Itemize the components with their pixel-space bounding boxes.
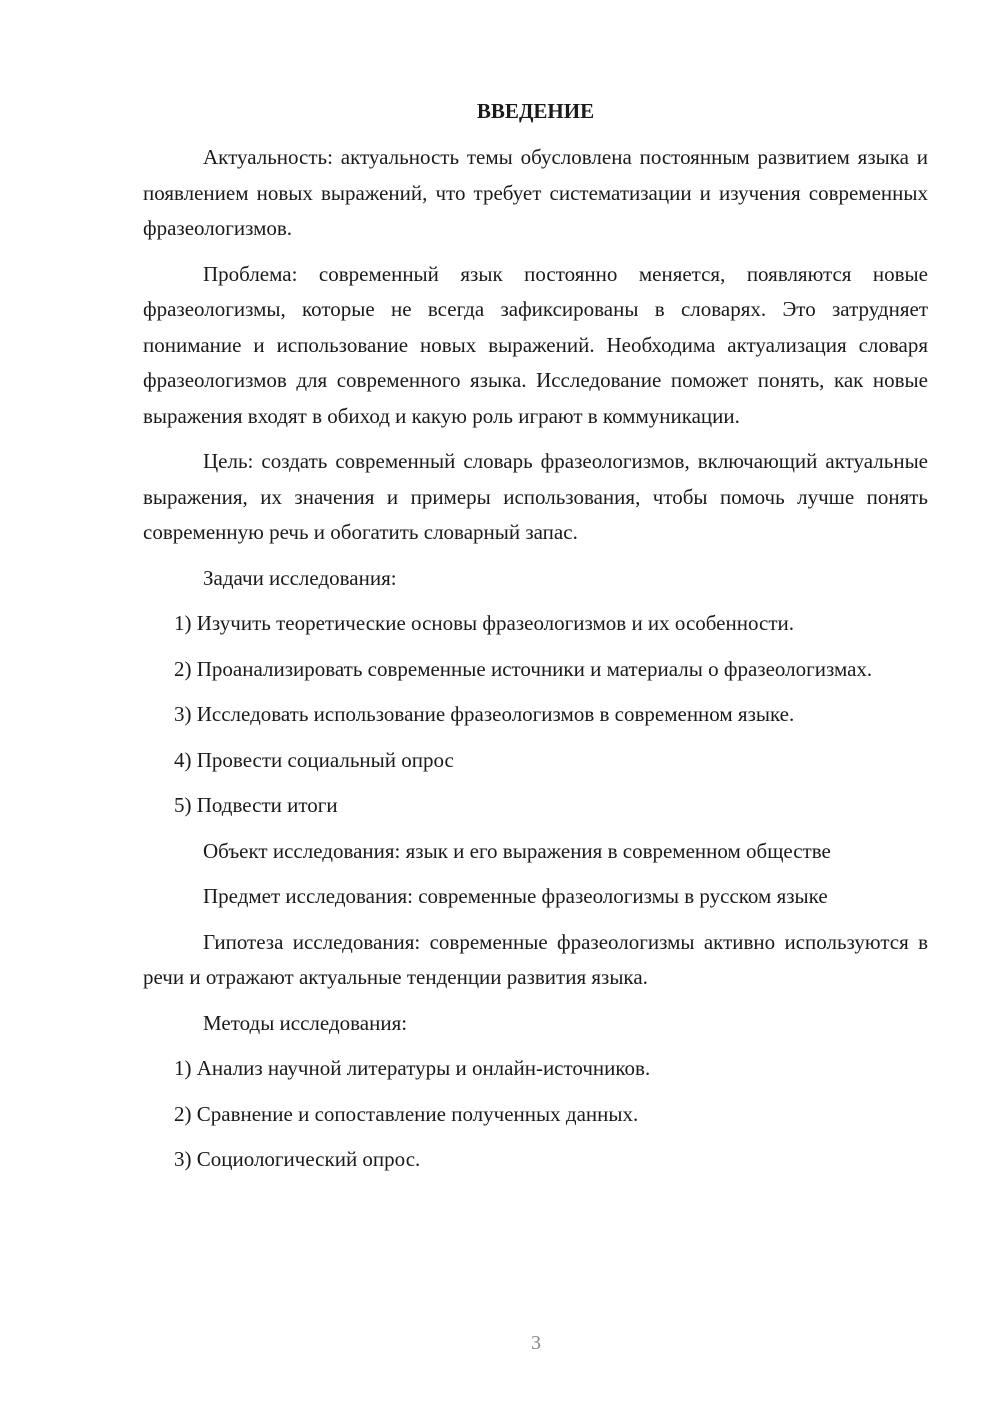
paragraph-methods-heading: Методы исследования:	[203, 1010, 408, 1035]
document-page	[143, 96, 928, 1178]
list-item-method-2: 2) Сравнение и сопоставление полученных данных.	[174, 1101, 639, 1126]
list-item-method-3: 3) Социологический опрос.	[174, 1147, 421, 1171]
page-number: 3	[531, 1332, 541, 1354]
paragraph-tasks-heading: Задачи исследования:	[203, 565, 397, 590]
list-item-task-2: 2) Проанализировать современные источники и материалы о фразеологизмах.	[174, 656, 873, 681]
paragraph-goal: Цель: создать современный словарь фразеологизмов, включающий актуальные выражения, их значения и примеры использования, чтобы помочь лучше понять современную речь и обогатить словарный запас.	[143, 449, 928, 544]
list-item-method-1: 1) Анализ научной литературы и онлайн-источников.	[174, 1056, 651, 1080]
list-item-task-3: 3) Исследовать использование фразеологизмов в современном языке.	[174, 702, 795, 726]
paragraph-object: Объект исследования: язык и его выражения в современном обществе	[203, 838, 831, 863]
title-row	[143, 96, 928, 140]
page-title: ВВЕДЕНИЕ	[476, 99, 595, 123]
list-item-task-5: 5) Подвести итоги	[174, 793, 338, 817]
list-item-task-4: 4) Провести социальный опрос	[174, 747, 454, 772]
paragraph-relevance: Актуальность: актуальность темы обусловлена постоянным развитием языка и появлением новых выражений, что требует систематизации и изучения современных фразеологизмов.	[143, 145, 928, 240]
paragraph-problem: Проблема: современный язык постоянно меняется, появляются новые фразеологизмы, которые не всегда зафиксированы в словарях. Это затрудняет понимание и использование новых выражений. Необходима актуализация словаря фразеологизмов для современного языка. Исследование поможет понять, как новые выражения входят в обиход и какую роль играют в коммуникации.	[143, 261, 928, 428]
paragraph-hypothesis: Гипотеза исследования: современные фразеологизмы активно используются в речи и отражают актуальные тенденции развития языка.	[143, 929, 928, 989]
paragraph-subject: Предмет исследования: современные фразеологизмы в русском языке	[203, 884, 828, 908]
list-item-task-1: 1) Изучить теоретические основы фразеологизмов и их особенности.	[174, 611, 794, 635]
